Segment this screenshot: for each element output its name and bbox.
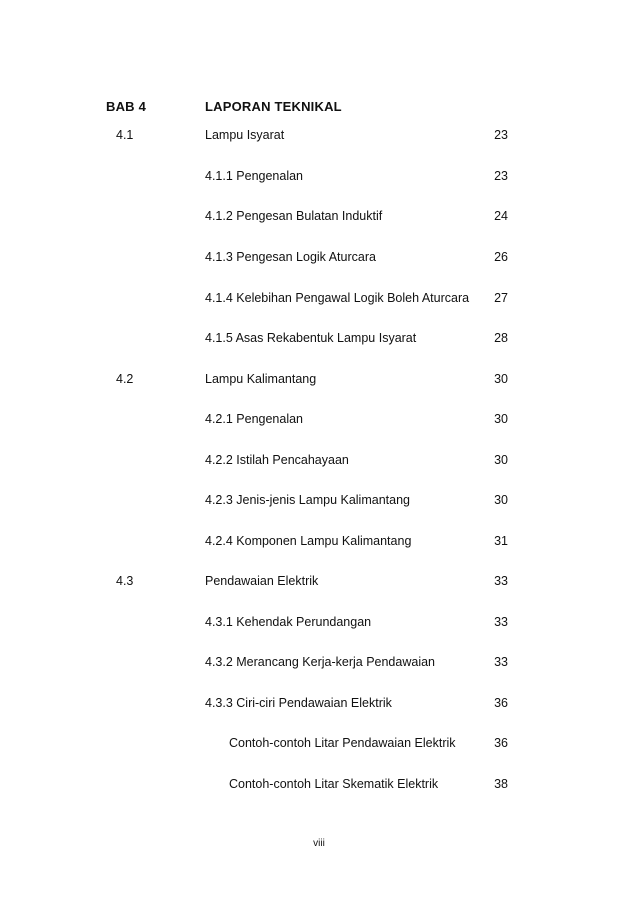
toc-row [0,369,638,389]
section-title: Pendawaian Elektrik [205,574,319,588]
page-number: 30 [494,453,508,467]
section-title: 4.1.4 Kelebihan Pengawal Logik Boleh Aturcara [205,291,470,305]
toc-row [0,450,638,470]
toc-row [0,166,638,186]
toc-row [0,571,638,591]
toc-row [0,774,638,794]
toc-row [0,733,638,753]
page-number: 33 [494,574,508,588]
page-number: 28 [494,331,508,345]
page-number: 38 [494,777,508,791]
page-number: 33 [494,655,508,669]
toc-row [0,206,638,226]
section-title: Contoh-contoh Litar Skematik Elektrik [229,777,439,791]
page-number: 27 [494,291,508,305]
section-title: 4.2.4 Komponen Lampu Kalimantang [205,534,412,548]
section-title: 4.2.2 Istilah Pencahayaan [205,453,349,467]
page-number: 36 [494,696,508,710]
page-number: 30 [494,493,508,507]
toc-row [0,288,638,308]
section-title: 4.2.1 Pengenalan [205,412,304,426]
section-title: 4.3.2 Merancang Kerja-kerja Pendawaian [205,655,435,669]
chapter-title: LAPORAN TEKNIKAL [205,99,342,114]
page-number: 30 [494,372,508,386]
toc-row [0,125,638,145]
page-number: 33 [494,615,508,629]
page-number: 30 [494,412,508,426]
toc-row [0,328,638,348]
section-title: 4.1.5 Asas Rekabentuk Lampu Isyarat [205,331,417,345]
section-number: 4.2 [116,372,134,386]
toc-row [0,247,638,267]
section-title: 4.1.3 Pengesan Logik Aturcara [205,250,376,264]
section-title: Lampu Kalimantang [205,372,317,386]
section-title: 4.2.3 Jenis-jenis Lampu Kalimantang [205,493,410,507]
page-number: 26 [494,250,508,264]
toc-row [0,490,638,510]
section-number: 4.3 [116,574,134,588]
toc-row [0,409,638,429]
page-number: 23 [494,169,508,183]
page-number: 31 [494,534,508,548]
section-title: 4.3.1 Kehendak Perundangan [205,615,372,629]
section-title: 4.1.2 Pengesan Bulatan Induktif [205,209,383,223]
toc-row [0,693,638,713]
section-title: 4.3.3 Ciri-ciri Pendawaian Elektrik [205,696,392,710]
section-title: 4.1.1 Pengenalan [205,169,304,183]
page-number: 36 [494,736,508,750]
toc-row [0,652,638,672]
toc-row [0,531,638,551]
section-title: Contoh-contoh Litar Pendawaian Elektrik [229,736,456,750]
page-number: 23 [494,128,508,142]
section-number: 4.1 [116,128,134,142]
chapter-number: BAB 4 [106,99,147,114]
toc-row [0,612,638,632]
page-footer-number: viii [313,838,325,849]
section-title: Lampu Isyarat [205,128,285,142]
page-number: 24 [494,209,508,223]
